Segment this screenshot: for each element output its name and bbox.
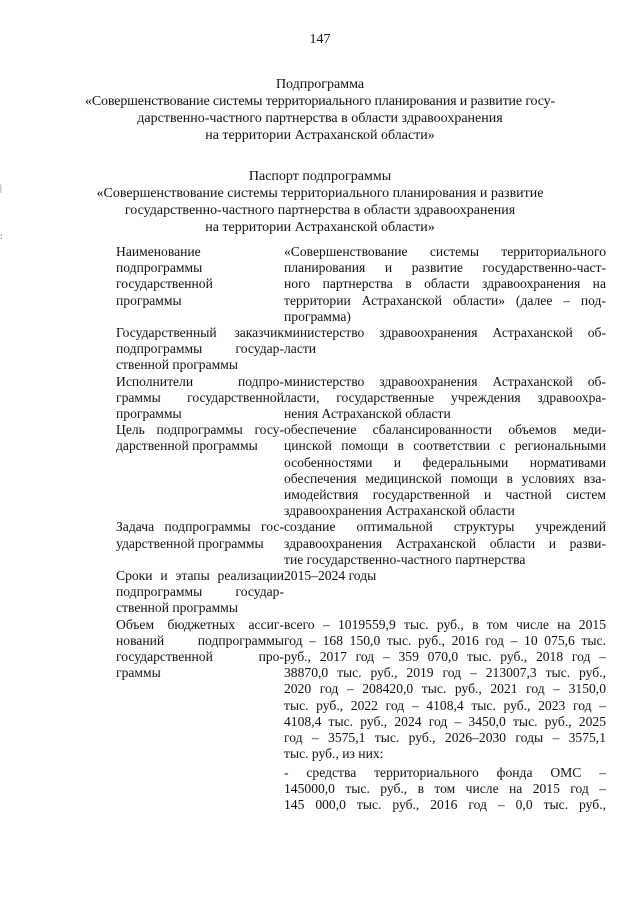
subprogram-heading-line: дарственно-частного партнерства в области здравоохранения bbox=[137, 111, 503, 126]
passport-row-value bbox=[284, 325, 606, 374]
passport-row-value bbox=[284, 374, 606, 423]
label-line: государственной bbox=[116, 276, 213, 292]
subprogram-heading-line: «Совершенствование системы территориального планирования и развитие госу- bbox=[85, 94, 555, 109]
funding-sub-item bbox=[284, 765, 606, 814]
value-line: министерство здравоохранения Астраханской об- bbox=[284, 325, 606, 341]
passport-row-label bbox=[116, 519, 284, 568]
value-line: 145 000,0 тыс. руб., 2016 год – 0,0 тыс. руб., bbox=[284, 796, 606, 812]
passport-heading-line: «Совершенствование системы территориального планирования и развитие bbox=[96, 186, 544, 201]
value-line: «Совершенствование системы территориального bbox=[284, 244, 606, 259]
passport-row-label bbox=[116, 374, 284, 423]
value-line: - средства территориального фонда ОМС – bbox=[284, 764, 606, 780]
value-line: имодействия государственной и частной систем bbox=[284, 487, 606, 503]
passport-heading bbox=[0, 168, 640, 236]
label-line: Исполнители подпро- bbox=[116, 373, 284, 389]
passport-row bbox=[116, 244, 606, 325]
value-line: создание оптимальной структуры учреждений bbox=[284, 519, 606, 535]
value-line: обеспечение сбалансированности объемов меди- bbox=[284, 422, 606, 438]
passport-row-label bbox=[116, 244, 284, 325]
value-line: тие государственно-частного партнерства bbox=[284, 551, 526, 567]
subprogram-heading-line: на территории Астраханской области» bbox=[205, 128, 435, 143]
subprogram-heading bbox=[0, 76, 640, 144]
value-line: год – 3575,1 тыс. руб., 2026–2030 годы – 3575,1 bbox=[284, 730, 606, 746]
label-line: подпрограммы bbox=[116, 260, 203, 276]
label-line: подпрограммы госудаp- bbox=[116, 341, 284, 357]
passport-row-value bbox=[284, 568, 606, 617]
value-line: особенностями и федеральными нормативами bbox=[284, 454, 606, 470]
label-line: ударственной программы bbox=[116, 535, 264, 551]
label-line: Сроки и этапы реализации bbox=[116, 568, 284, 584]
label-line: программы bbox=[116, 292, 182, 308]
passport-row bbox=[116, 422, 606, 519]
value-line: 38870,0 тыс. руб., 2019 год – 213007,3 тыс. руб., bbox=[284, 665, 606, 681]
passport-row bbox=[116, 374, 606, 423]
value-line: всего – 1019559,9 тыс. руб., в том числе на 2015 bbox=[284, 616, 606, 632]
passport-heading-line: Паспорт подпрограммы bbox=[248, 169, 392, 184]
value-line: ного партнерства в области здравоохранения на bbox=[284, 276, 606, 292]
passport-row-label bbox=[116, 325, 284, 374]
passport-table bbox=[116, 244, 606, 813]
label-line: ственной программы bbox=[116, 600, 238, 616]
value-line: здравоохранения Астраханской области bbox=[284, 503, 515, 519]
label-line: программы bbox=[116, 406, 182, 422]
label-line: Наименование bbox=[116, 244, 201, 259]
value-line: планирования и развитие государственно-част- bbox=[284, 260, 606, 276]
label-line: Цель подпрограммы госу- bbox=[116, 422, 284, 438]
value-line: 2020 год – 208420,0 тыс. руб., 2021 год – 3150,0 bbox=[284, 681, 606, 697]
value-line: нения Астраханской области bbox=[284, 406, 451, 422]
value-line: министерство здравоохранения Астраханской об- bbox=[284, 373, 606, 389]
passport-row bbox=[116, 519, 606, 568]
passport-heading-line: государственно-частного партнерства в области здравоохранения bbox=[124, 203, 516, 218]
value-line: тыс. руб., из них: bbox=[284, 746, 384, 762]
passport-row bbox=[116, 617, 606, 813]
margin-mark: | bbox=[0, 183, 2, 193]
label-line: граммы bbox=[116, 665, 161, 681]
passport-row-label bbox=[116, 617, 284, 813]
value-line: руб., 2017 год – 359 070,0 тыс. руб., 2018 год – bbox=[284, 649, 606, 665]
subprogram-heading-line: Подпрограмма bbox=[275, 77, 365, 92]
value-line: обеспечения медицинской помощи в условиях вза- bbox=[284, 470, 606, 486]
label-line: Государственный заказчик bbox=[116, 325, 284, 341]
value-line: 4108,4 тыс. руб., 2024 год – 3450,0 тыс. руб., 2025 bbox=[284, 713, 606, 729]
label-line: ственной программы bbox=[116, 357, 238, 373]
label-line: Задача подпрограммы гос- bbox=[116, 519, 284, 535]
value-line: 145000,0 тыс. руб., в том числе на 2015 год – bbox=[284, 780, 606, 796]
passport-row-value bbox=[284, 422, 606, 519]
passport-heading-line: на территории Астраханской области» bbox=[205, 220, 435, 235]
label-line: государственной про- bbox=[116, 649, 284, 665]
value-line: программа) bbox=[284, 308, 351, 324]
passport-row-value bbox=[284, 617, 606, 813]
value-line: 2015–2024 годы bbox=[284, 568, 377, 584]
label-line: граммы государственной bbox=[116, 389, 284, 405]
label-line: подпрограммы госудаp- bbox=[116, 584, 284, 600]
value-line: цинской помощи в соответствии с региональными bbox=[284, 438, 606, 454]
passport-row bbox=[116, 325, 606, 374]
value-line: ласти bbox=[284, 341, 317, 357]
label-line: нований подпрограммы bbox=[116, 632, 284, 648]
margin-mark: : bbox=[0, 231, 3, 241]
label-line: дарственной программы bbox=[116, 438, 258, 454]
value-line: территории Астраханской области» (далее – под- bbox=[284, 292, 606, 308]
page-number: 147 bbox=[309, 32, 331, 47]
value-line: здравоохранения Астраханской области и разви- bbox=[284, 535, 606, 551]
passport-row-label bbox=[116, 568, 284, 617]
passport-row-label bbox=[116, 422, 284, 519]
passport-row-value bbox=[284, 244, 606, 325]
label-line: Объем бюджетных ассиг- bbox=[116, 616, 284, 632]
passport-row bbox=[116, 568, 606, 617]
value-line: тыс. руб., 2022 год – 4108,4 тыс. руб., 2023 год – bbox=[284, 697, 606, 713]
value-line: ласти, государственные учреждения здравоохра- bbox=[284, 389, 606, 405]
value-line: год – 168 150,0 тыс. руб., 2016 год – 10 075,6 тыс. bbox=[284, 632, 606, 648]
passport-row-value bbox=[284, 519, 606, 568]
